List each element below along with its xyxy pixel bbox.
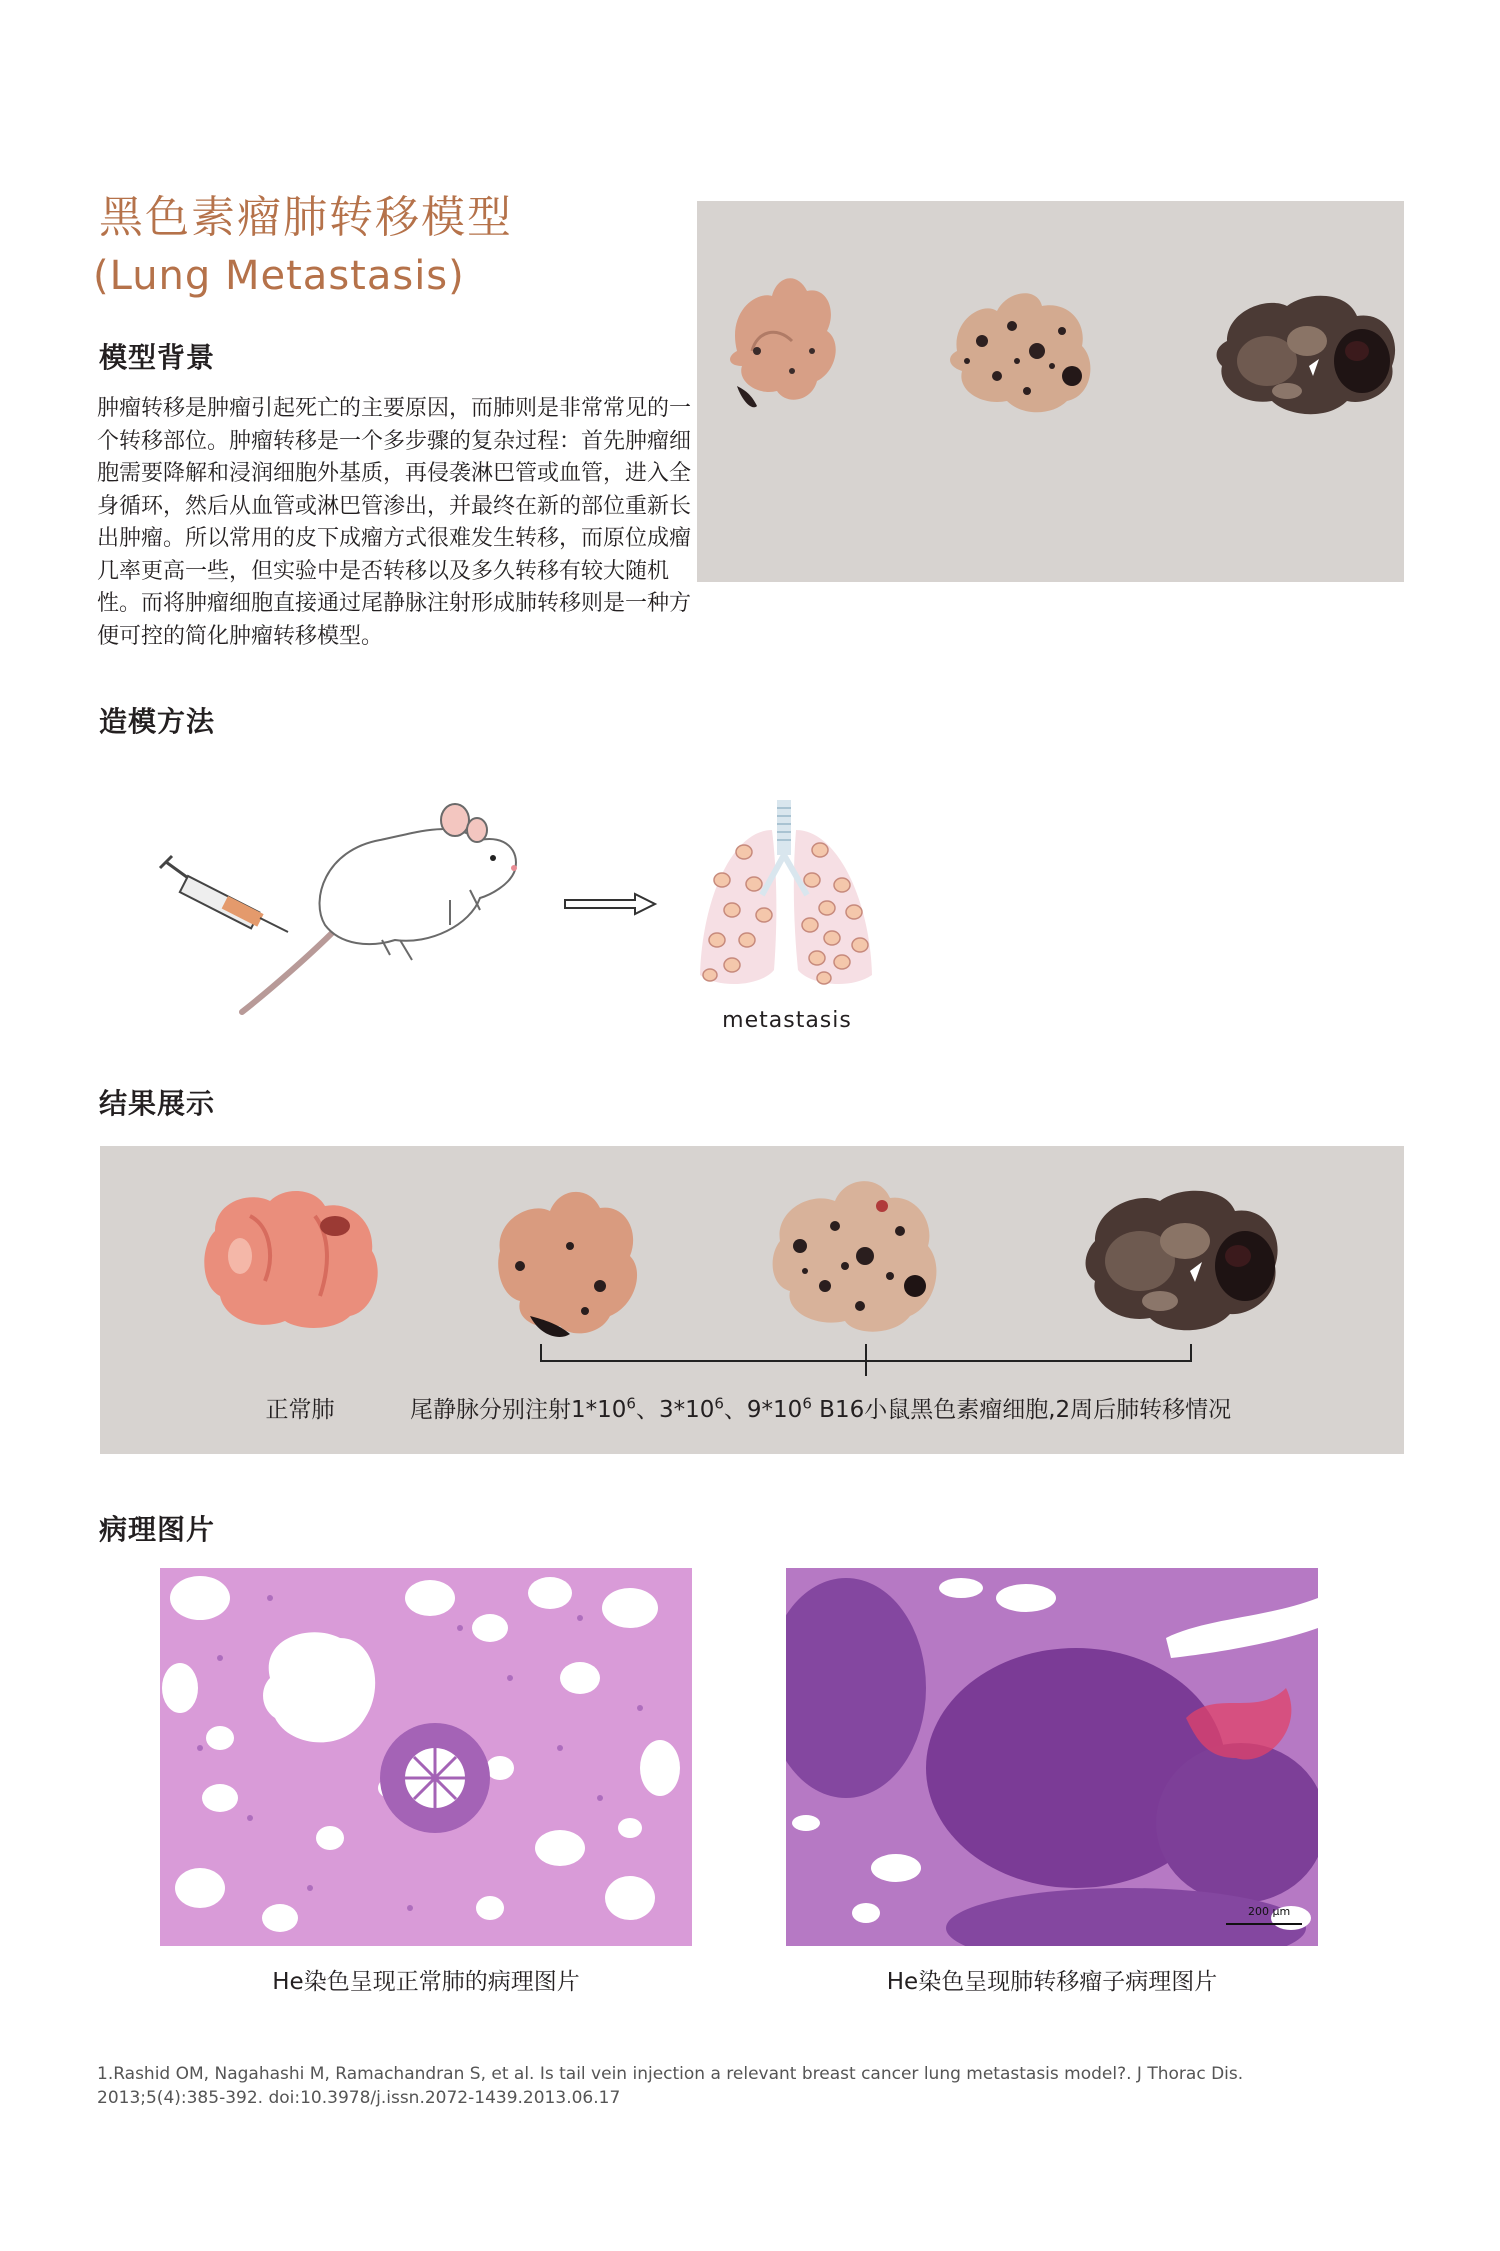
- injection-sep-1: 、3*10: [635, 1397, 715, 1423]
- normal-lung-label: 正常肺: [265, 1397, 335, 1423]
- mouse-injection-illustration: [150, 790, 530, 1020]
- section-heading-pathology: 病理图片: [99, 1513, 216, 1546]
- reference-line-2: 2013;5(4):385-392. doi:10.3978/j.issn.2072-1439.2013.06.17: [97, 2088, 621, 2108]
- reference-line-1: 1.Rashid OM, Nagahashi M, Ramachandran S, et al. Is tail vein injection a relevant breast cancer lung metastasis model?. J Thorac Dis.: [97, 2064, 1244, 2084]
- results-panel: [100, 1146, 1404, 1454]
- lung-metastasis-illustration: [692, 800, 882, 995]
- dose-exponent-1: 6: [626, 1394, 636, 1413]
- section-heading-background: 模型背景: [99, 341, 216, 374]
- section-heading-method: 造模方法: [99, 705, 216, 738]
- metastasis-label: metastasis: [722, 1008, 852, 1033]
- dose-exponent-3: 6: [802, 1394, 812, 1413]
- he-normal-lung-image: [160, 1568, 692, 1946]
- injection-text-prefix: 尾静脉分别注射1*10: [410, 1397, 627, 1423]
- lung-sample-low: [730, 278, 836, 407]
- injection-description: [410, 1391, 1350, 1424]
- result-lung-mid: [773, 1181, 937, 1332]
- right-pathology-caption: He染色呈现肺转移瘤子病理图片: [886, 1969, 1218, 1995]
- syringe-icon: [160, 856, 288, 932]
- normal-lung-photo: [204, 1191, 377, 1328]
- result-bracket: [541, 1344, 1191, 1376]
- left-pathology-caption: He染色呈现正常肺的病理图片: [272, 1969, 580, 1995]
- background-paragraph: [97, 393, 1407, 653]
- background-text: 肿瘤转移是肿瘤引起死亡的主要原因，而肺则是非常常见的一个转移部位。肿瘤转移是一个多步骤的复杂过程：首先肿瘤细胞需要降解和浸润细胞外基质，再侵袭淋巴管或血管，进入全身循环，然后从血管或淋巴管渗出，并最终在新的部位重新长出肿瘤。所以常用的皮下成瘤方式很难发生转移，而原位成瘤几率更高一些，但实验中是否转移以及多久转移有较大随机性。而将肿瘤细胞直接通过尾静脉注射形成肺转移则是一种方便可控的简化肿瘤转移模型。: [97, 396, 692, 649]
- page-title: 黑色素瘤肺转移模型: [99, 192, 513, 243]
- section-heading-results: 结果展示: [99, 1087, 216, 1120]
- he-metastasis-image: [786, 1568, 1318, 1946]
- result-lung-high: [1086, 1191, 1278, 1330]
- result-lung-low: [498, 1192, 637, 1337]
- dose-exponent-2: 6: [714, 1394, 724, 1413]
- text-wrap-spacer: [692, 393, 1407, 593]
- page-subtitle: (Lung Metastasis): [93, 253, 465, 299]
- reference: [97, 2062, 1417, 2110]
- injection-text-suffix: B16小鼠黑色素瘤细胞,2周后肺转移情况: [819, 1397, 1232, 1423]
- injection-sep-2: 、9*10: [723, 1397, 803, 1423]
- right-arrow-icon: [563, 892, 658, 916]
- mouse-icon: [320, 804, 517, 960]
- scale-bar-label: 200 μm: [1248, 1905, 1291, 1918]
